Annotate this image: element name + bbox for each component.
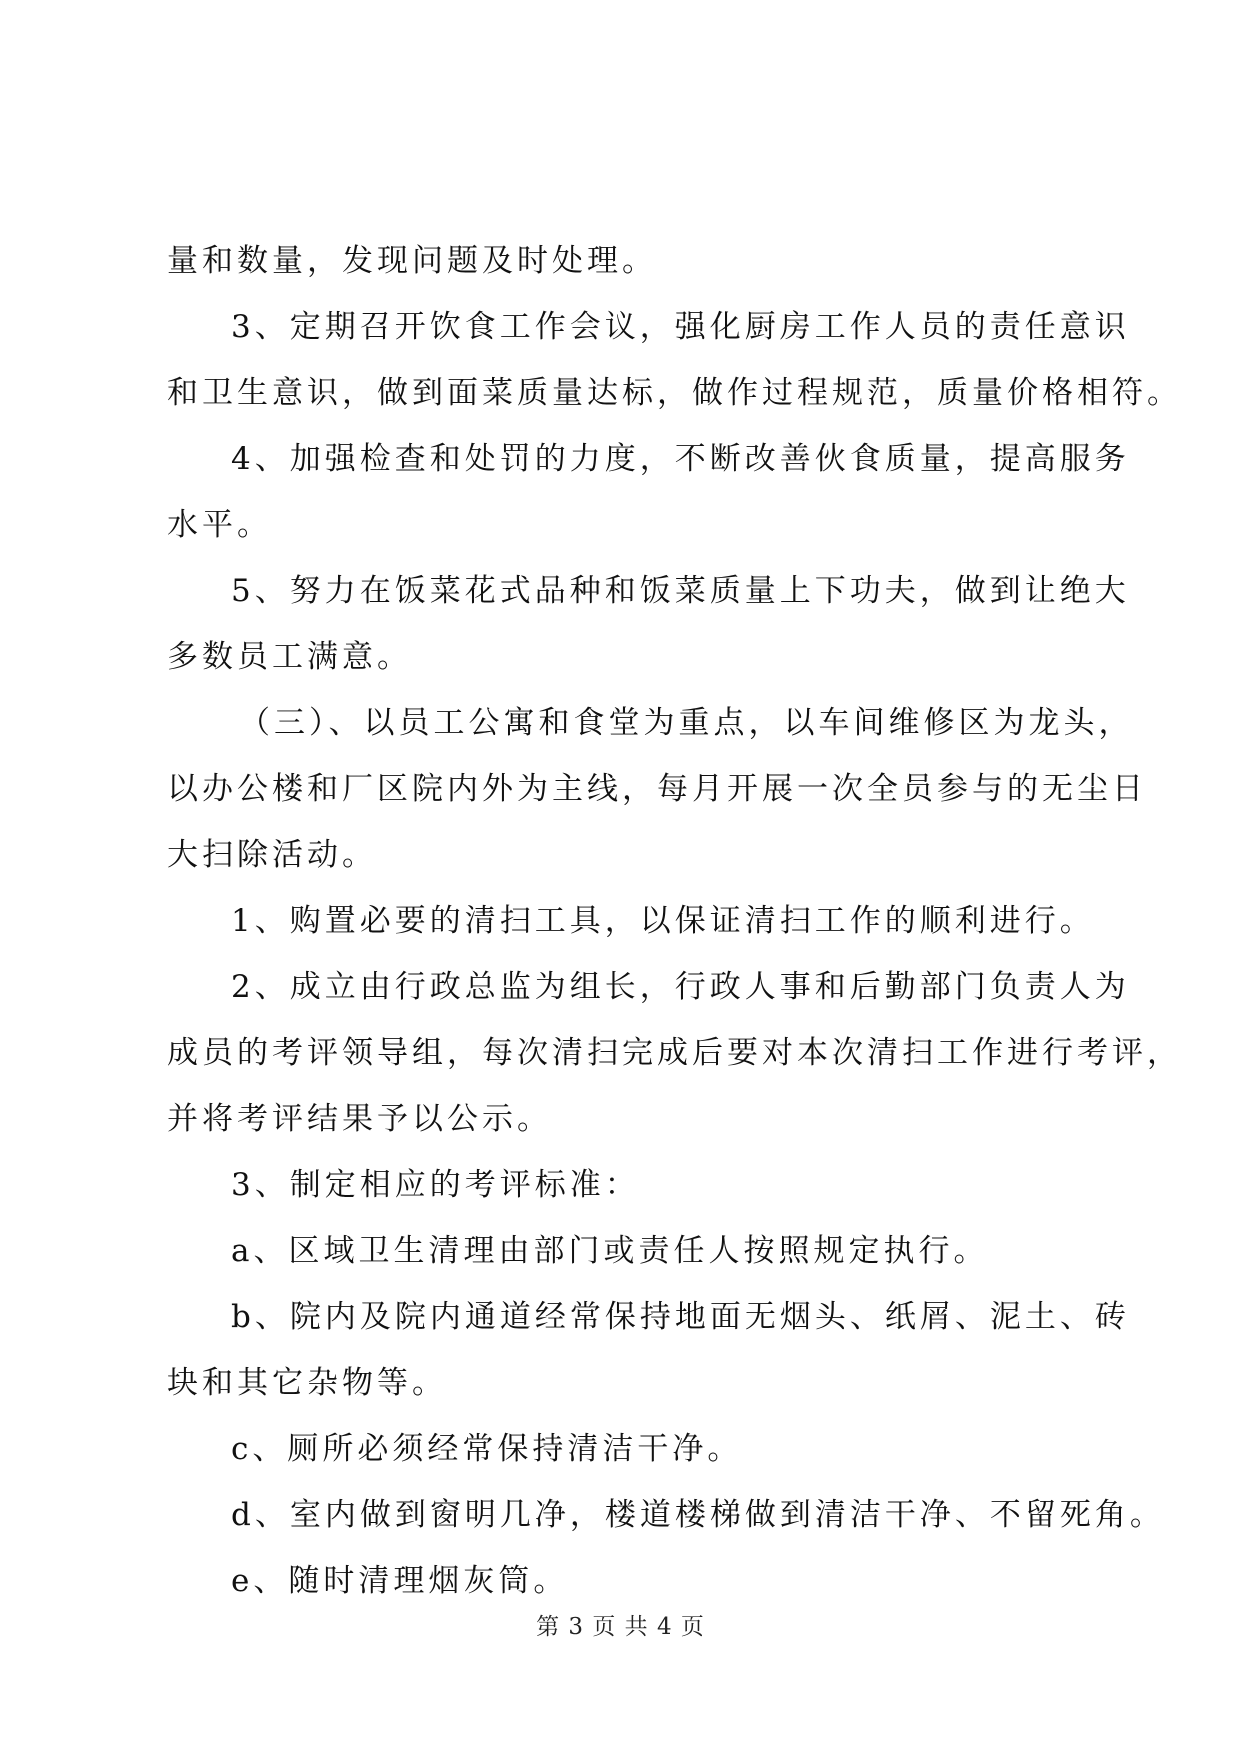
text-line-continuation: 块和其它杂物等。 [167, 1365, 447, 1401]
text-line-continuation: 量和数量，发现问题及时处理。 [167, 243, 657, 279]
text-line-item-2: 2、成立由行政总监为组长，行政人事和后勤部门负责人为 [231, 969, 1130, 1005]
text-line-item-d: d、室内做到窗明几净，楼道楼梯做到清洁干净、不留死角。 [231, 1497, 1165, 1533]
document-body [167, 228, 1182, 1614]
page-number-footer: 第 3 页 共 4 页 [536, 1614, 705, 1640]
text-line-continuation: 水平。 [167, 507, 272, 543]
text-line-continuation: 成员的考评领导组，每次清扫完成后要对本次清扫工作进行考评， [167, 1035, 1182, 1071]
text-line-item-4: 4、加强检查和处罚的力度，不断改善伙食质量，提高服务 [231, 441, 1130, 477]
text-line-continuation: 大扫除活动。 [167, 837, 377, 873]
section-heading-three: （三）、以员工公寓和食堂为重点，以车间维修区为龙头， [239, 705, 1134, 741]
text-line-item-5: 5、努力在饭菜花式品种和饭菜质量上下功夫，做到让绝大 [231, 573, 1130, 609]
text-line-item-3b: 3、制定相应的考评标准： [231, 1167, 640, 1203]
text-line-item-a: a、区域卫生清理由部门或责任人按照规定执行。 [231, 1233, 989, 1269]
text-line-item-3: 3、定期召开饮食工作会议，强化厨房工作人员的责任意识 [231, 309, 1130, 345]
text-line-item-c: c、厕所必须经常保持清洁干净。 [231, 1431, 743, 1467]
text-line-continuation: 并将考评结果予以公示。 [167, 1101, 552, 1137]
text-line-item-1: 1、购置必要的清扫工具，以保证清扫工作的顺利进行。 [231, 903, 1095, 939]
text-line-continuation: 和卫生意识，做到面菜质量达标，做作过程规范，质量价格相符。 [167, 375, 1182, 411]
text-line-item-e: e、随时清理烟灰筒。 [231, 1563, 569, 1599]
text-line-continuation: 多数员工满意。 [167, 639, 412, 675]
text-line-item-b: b、院内及院内通道经常保持地面无烟头、纸屑、泥土、砖 [231, 1299, 1130, 1335]
text-line-continuation: 以办公楼和厂区院内外为主线，每月开展一次全员参与的无尘日 [167, 771, 1147, 807]
